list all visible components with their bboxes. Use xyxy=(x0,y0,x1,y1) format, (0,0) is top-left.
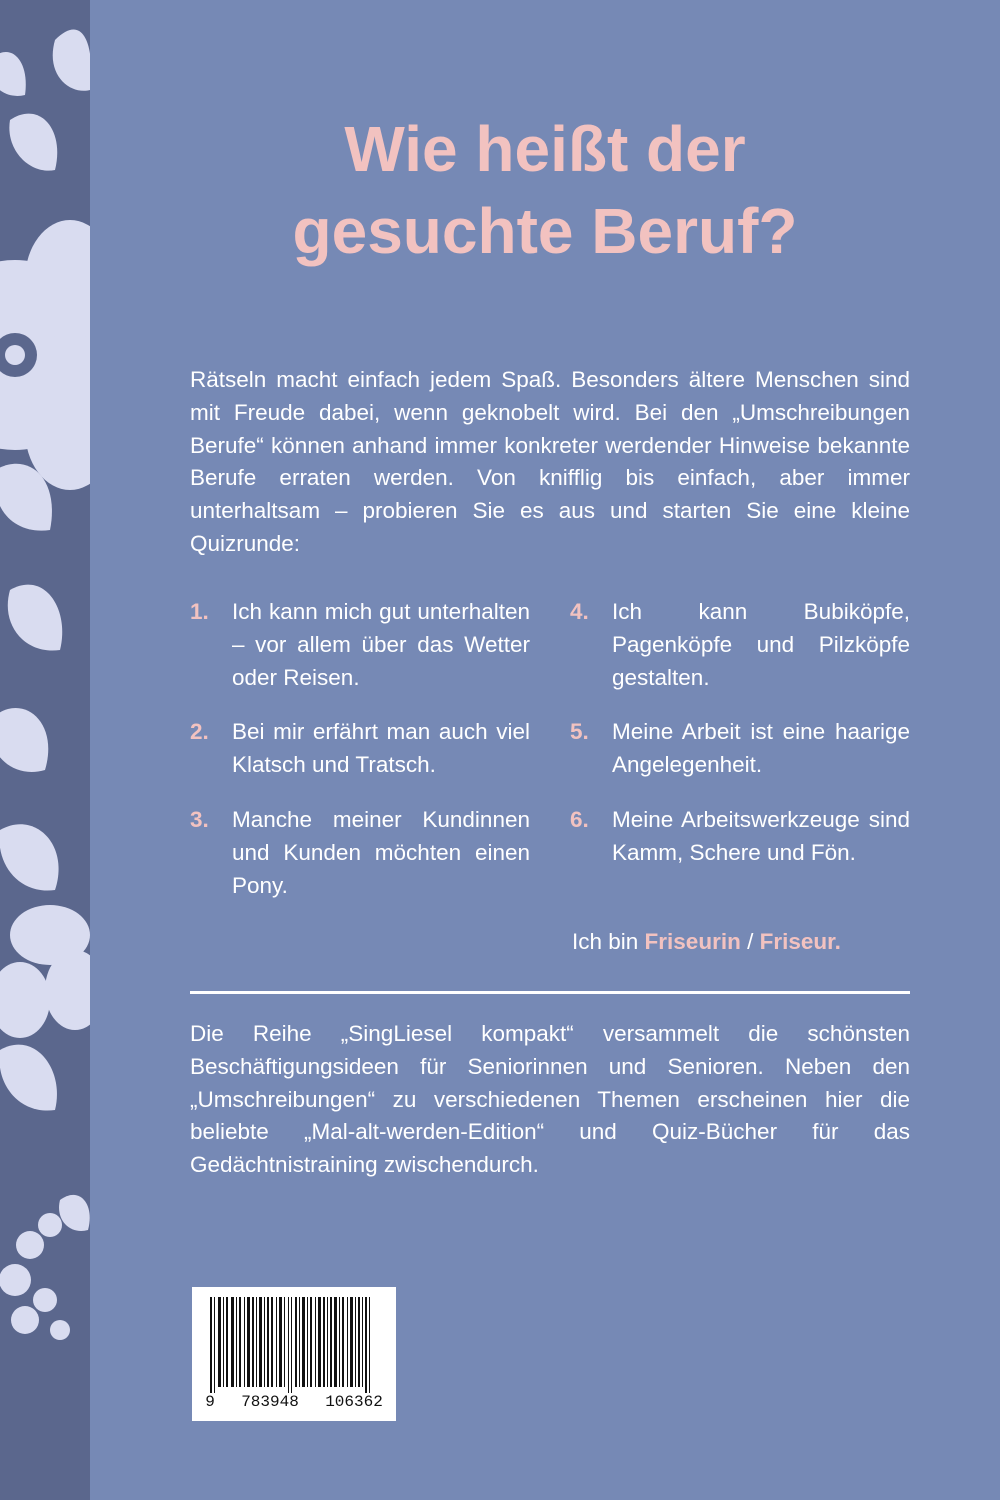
clue-number: 5. xyxy=(570,719,589,744)
answer-prefix: Ich bin xyxy=(572,929,645,954)
clue-text: Ich kann Bubiköpfe, Pagenköpfe und Pilzköpfe gestalten. xyxy=(612,599,910,690)
clue-number: 4. xyxy=(570,599,589,624)
floral-pattern-icon xyxy=(0,0,90,1500)
clue-number: 3. xyxy=(190,807,209,832)
isbn-digit-group: 9 xyxy=(205,1393,215,1411)
answer-word-1: Friseurin xyxy=(644,929,741,954)
clue-text: Meine Arbeitswerkzeuge sind Kamm, Schere und Fön. xyxy=(612,807,910,865)
answer-line xyxy=(572,929,841,955)
intro-paragraph xyxy=(190,364,910,561)
clue-number: 2. xyxy=(190,719,209,744)
page-title xyxy=(90,108,1000,272)
answer-separator: / xyxy=(740,929,760,954)
back-cover xyxy=(90,0,1000,1500)
series-paragraph xyxy=(190,1018,910,1182)
answer-suffix: . xyxy=(834,929,841,954)
title-line-2: gesuchte Beruf? xyxy=(292,195,798,267)
floral-spine xyxy=(0,0,90,1500)
clue-text: Bei mir erfährt man auch viel Klatsch und Tratsch. xyxy=(232,719,530,777)
title-line-1: Wie heißt der xyxy=(344,113,746,185)
clue-text: Manche meiner Kundinnen und Kunden möchten einen Pony. xyxy=(232,807,530,898)
divider xyxy=(190,991,910,994)
isbn-digit-group: 783948 xyxy=(241,1393,299,1411)
isbn-digits xyxy=(192,1393,396,1411)
clue-number: 1. xyxy=(190,599,209,624)
clue-text: Ich kann mich gut unterhalten – vor allem über das Wetter oder Reisen. xyxy=(232,599,530,690)
series-text: Die Reihe „SingLiesel kompakt“ versammelt die schönsten Beschäftigungsideen für Seniorinnen und Senioren. Neben den „Umschreibungen“ zu verschiedenen Themen erscheinen hier die beliebte „Mal-alt-werden-Edition“ und Quiz-Bücher für das Gedächtnistraining zwischendurch. xyxy=(190,1021,910,1178)
isbn-digit-group: 106362 xyxy=(325,1393,383,1411)
intro-text: Rätseln macht einfach jedem Spaß. Besonders ältere Menschen sind mit Freude dabei, wenn geknobelt wird. Bei den „Umschreibungen Berufe“ können anhand immer konkreter werdender Hinweise bekannte Berufe erraten werden. Von knifflig bis einfach, aber immer unterhaltsam – probieren Sie es aus und starten Sie eine kleine Quizrunde: xyxy=(190,367,910,556)
isbn-barcode xyxy=(192,1287,396,1421)
clue-number: 6. xyxy=(570,807,589,832)
answer-word-2: Friseur xyxy=(759,929,835,954)
clue-text: Meine Arbeit ist eine haarige Angelegenheit. xyxy=(612,719,910,777)
